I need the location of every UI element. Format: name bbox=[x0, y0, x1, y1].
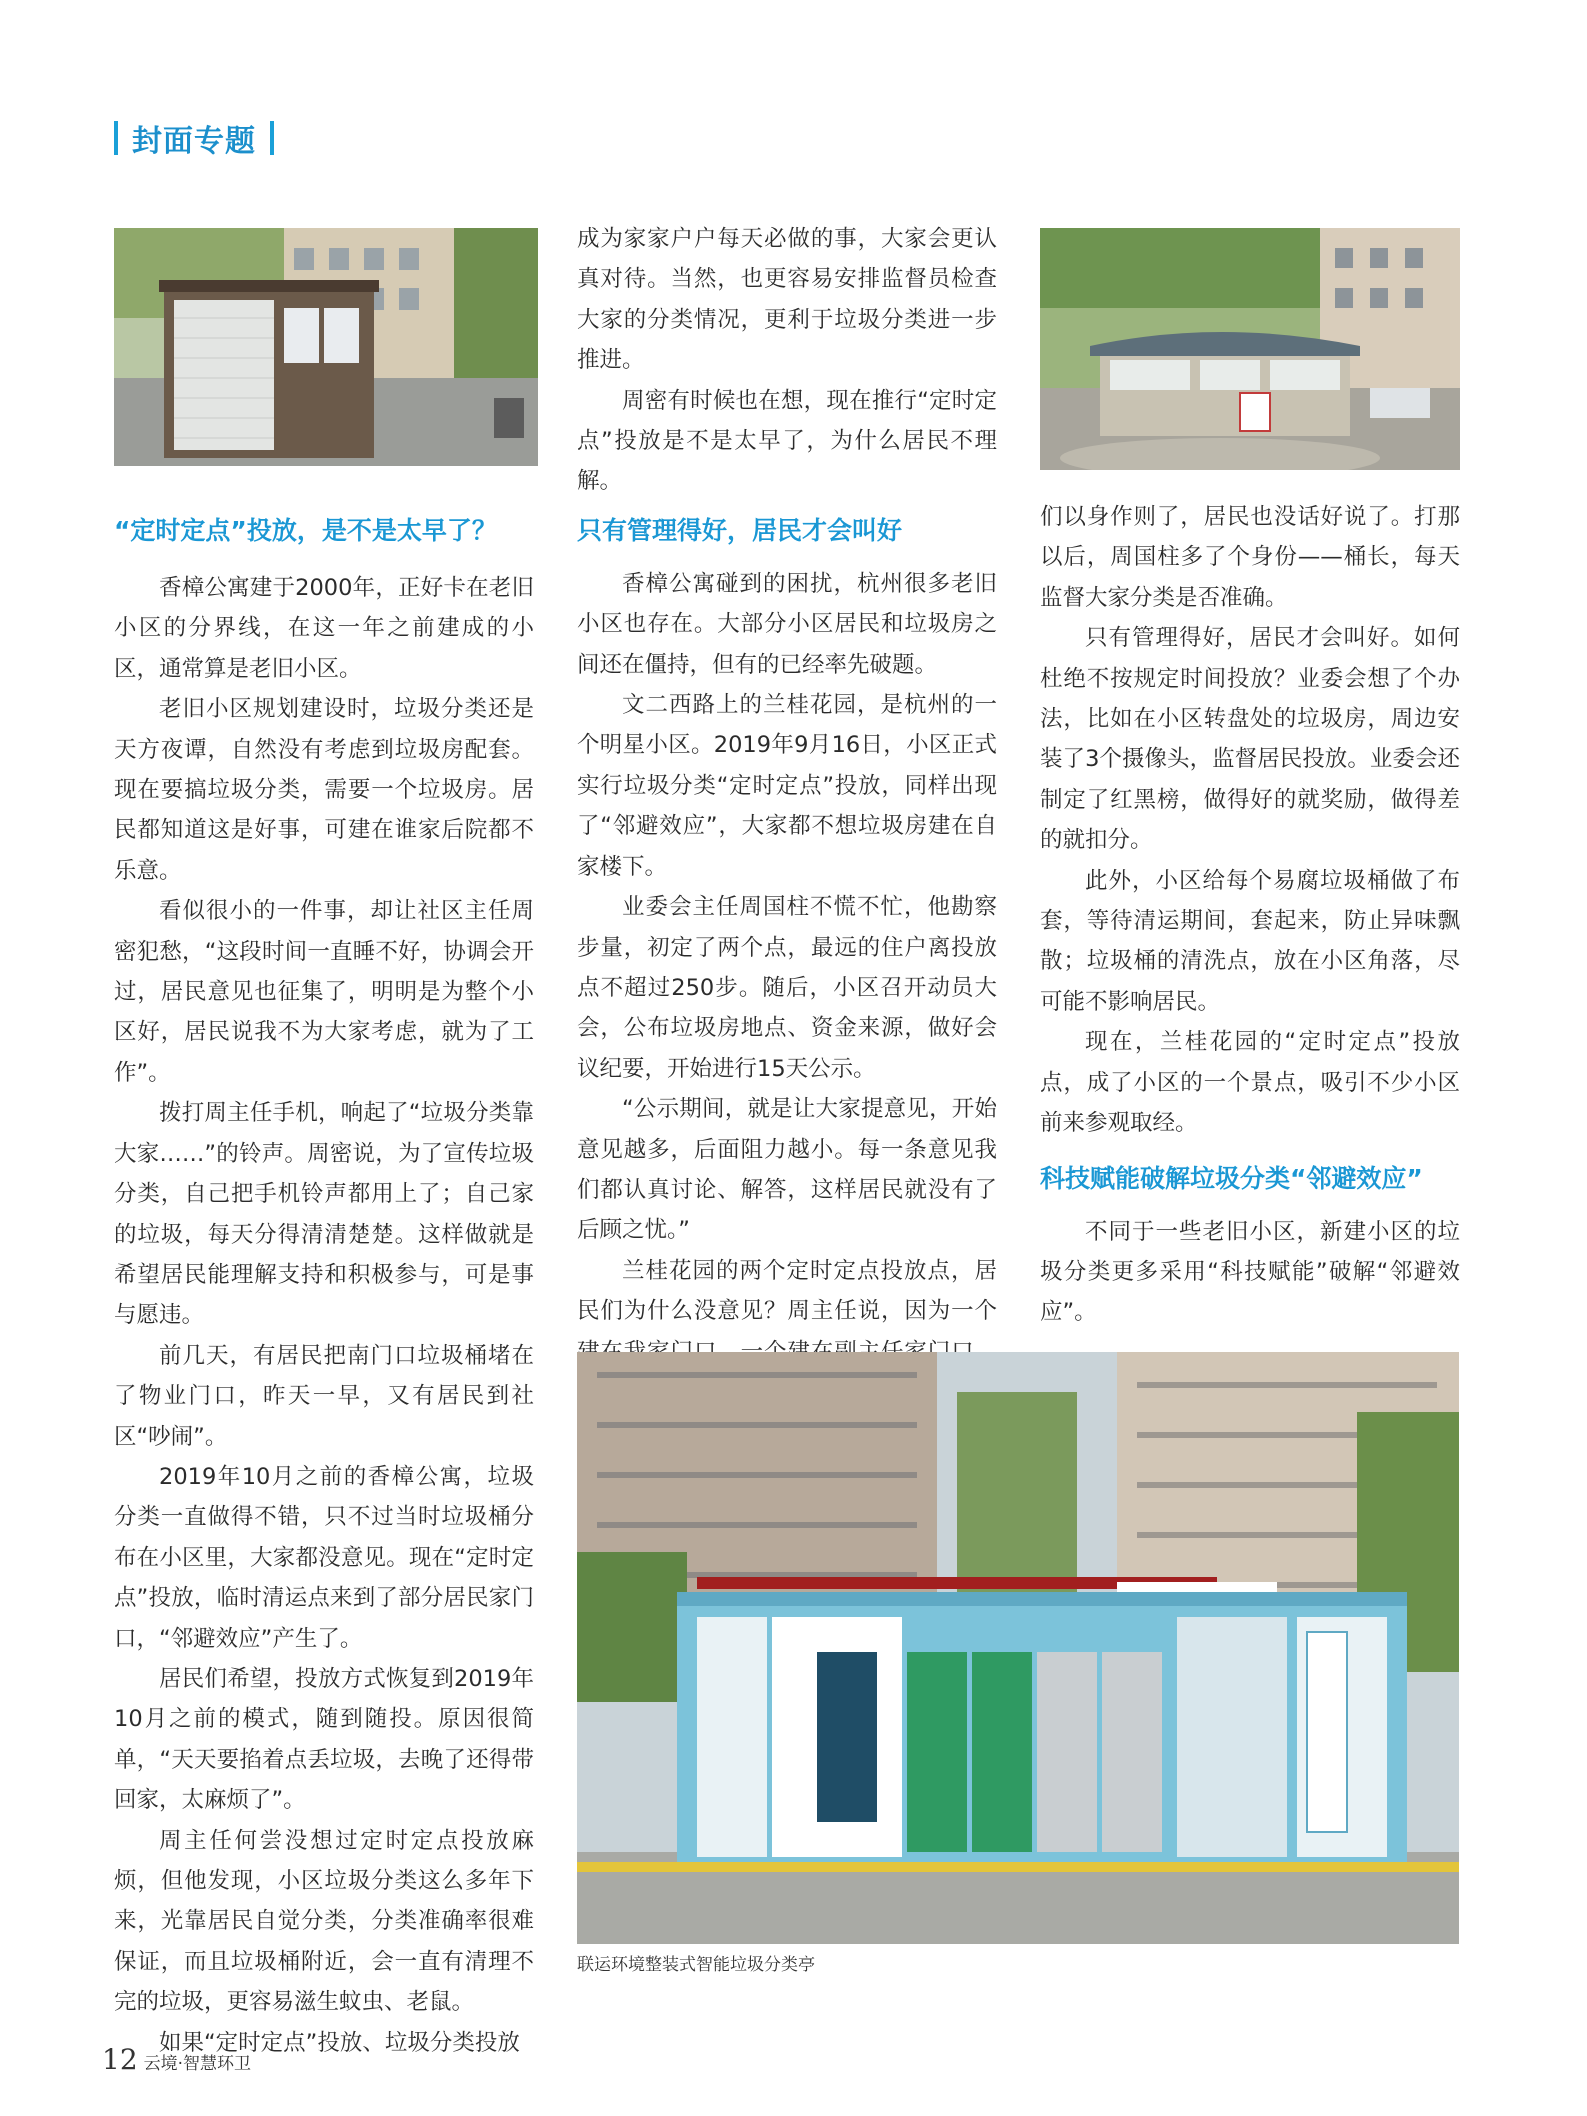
paragraph-continued: 成为家家户户每天必做的事，大家会更认真对待。当然，也更容易安排监督员检查大家的分类情况，更利于垃圾分类进一步推进。 bbox=[577, 226, 997, 374]
heading-good-management: 只有管理得好，居民才会叫好 bbox=[577, 515, 903, 545]
paragraph: 文二西路上的兰桂花园，是杭州的一个明星小区。2019年9月16日，小区正式实行垃圾分类“定时定点”投放，同样出现了“邻避效应”，大家都不想垃圾房建在自家楼下。 bbox=[577, 692, 997, 880]
column-2 bbox=[577, 219, 997, 1412]
paragraph: 现在，兰桂花园的“定时定点”投放点，成了小区的一个景点，吸引不少小区前来参观取经。 bbox=[1040, 1029, 1460, 1137]
paragraph: 兰桂花园的两个定时定点投放点，居民们为什么没意见？周主任说，因为一个 bbox=[577, 1257, 997, 1325]
paragraph: 香樟公寓建于2000年，正好卡在老旧小区的分界线，在这一年之前建成的小区，通常算是老旧小区。 bbox=[114, 575, 534, 682]
paragraph: 周主任何尝没想过定时定点投放麻烦，但他发现，小区垃圾分类这么多年下来，光靠居民自觉分类，分类准确率很难保证，而且垃圾桶附近，会一直有清理不完的垃圾，更容易滋生蚊虫、老鼠。 bbox=[114, 1827, 534, 2016]
paragraph: 不同于一些老旧小区，新建小区的垃圾分类更多采用“科技赋能”破解“邻避效应”。 bbox=[1040, 1218, 1460, 1326]
paragraph: 只有管理得好，居民才会叫好。如何杜绝不按规定时间投放？业委会想了个办法，比如在小区转盘处的垃圾房，周边安装了3个摄像头，监督居民投放。业委会还制定了红黑榜，做得好的就奖励，做得差的就扣分。 bbox=[1040, 625, 1460, 854]
photo-smart-sorting-kiosk bbox=[577, 1352, 1459, 1944]
header-right-bar bbox=[270, 121, 274, 155]
paragraph: 此外，小区给每个易腐垃圾桶做了布套，等待清运期间，套起来，防止异味飘散；垃圾桶的清洗点，放在小区角落，尽可能不影响居民。 bbox=[1040, 867, 1460, 1015]
paragraph: 业委会主任周国柱不慌不忙，他勘察步量，初定了两个点，最远的住户离投放点不超过250步。随后，小区召开动员大会，公布垃圾房地点、资金来源，做好会议纪要，开始进行15天公示。 bbox=[577, 894, 997, 1082]
paragraph: 香樟公寓碰到的困扰，杭州很多老旧小区也存在。大部分小区居民和垃圾房之间还在僵持，但有的已经率先破题。 bbox=[577, 570, 997, 678]
page-footer bbox=[102, 2043, 251, 2076]
magazine-name: 云境·智慧环卫 bbox=[143, 2054, 252, 2074]
photo-lanqui-garden-garbage-house bbox=[1040, 228, 1460, 470]
paragraph: 居民们希望，投放方式恢复到2019年10月之前的模式，随到随投。原因很简单，“天天要掐着点丢垃圾，去晚了还得带回家，太麻烦了”。 bbox=[114, 1665, 534, 1814]
heading-too-early: “定时定点”投放，是不是太早了？ bbox=[114, 516, 497, 545]
photo-caption: 联运环境整装式智能垃圾分类亭 bbox=[577, 1955, 815, 1975]
photo-garbage-room-old-community bbox=[114, 228, 538, 466]
paragraph: 老旧小区规划建设时，垃圾分类还是天方夜谭，自然没有考虑到垃圾房配套。现在要搞垃圾分类，需要一个垃圾房。居民都知道这是好事，可建在谁家后院都不乐意。 bbox=[114, 696, 534, 884]
paragraph: 周密有时候也在想，现在推行“定时定点”投放是不是太早了，为什么居民不理解。 bbox=[577, 387, 997, 495]
column-3 bbox=[1040, 497, 1460, 1333]
section-title: 封面专题 bbox=[132, 124, 256, 159]
paragraph: 看似很小的一件事，却让社区主任周密犯愁，“这段时间一直睡不好，协调会开过，居民意见也征集了，明明是为整个小区好，居民说我不为大家考虑，就为了工作”。 bbox=[114, 898, 534, 1086]
heading-tech-empowerment: 科技赋能破解垃圾分类“邻避效应” bbox=[1040, 1163, 1423, 1193]
paragraph: 如果“定时定点”投放、垃圾分类投放 bbox=[159, 2029, 520, 2056]
paragraph: 2019年10月之前的香樟公寓，垃圾分类一直做得不错，只不过当时垃圾桶分布在小区里，大家都没意见。现在“定时定点”投放，临时清运点来到了部分居民家门口，“邻避效应”产生了。 bbox=[114, 1463, 534, 1652]
section-header bbox=[114, 116, 274, 160]
column-1 bbox=[114, 510, 534, 2063]
page-number: 12 bbox=[102, 2043, 138, 2076]
paragraph: 拨打周主任手机，响起了“垃圾分类靠大家……”的铃声。周密说，为了宣传垃圾分类，自己把手机铃声都用上了；自己家的垃圾，每天分得清清楚楚。这样做就是希望居民能理解支持和积极参与，可是事与愿违。 bbox=[114, 1100, 534, 1329]
paragraph-continued: 们以身作则了，居民也没话好说了。打那以后，周国柱多了个身份——桶长，每天监督大家分类是否准确。 bbox=[1040, 504, 1460, 611]
paragraph: 前几天，有居民把南门口垃圾桶堵在了物业门口，昨天一早，又有居民到社区“吵闹”。 bbox=[114, 1342, 534, 1450]
header-left-bar bbox=[114, 121, 118, 155]
paragraph: “公示期间，就是让大家提意见，开始意见越多，后面阻力越小。每一条意见我们都认真讨论、解答，这样居民就没有了后顾之忧。” bbox=[577, 1096, 997, 1244]
